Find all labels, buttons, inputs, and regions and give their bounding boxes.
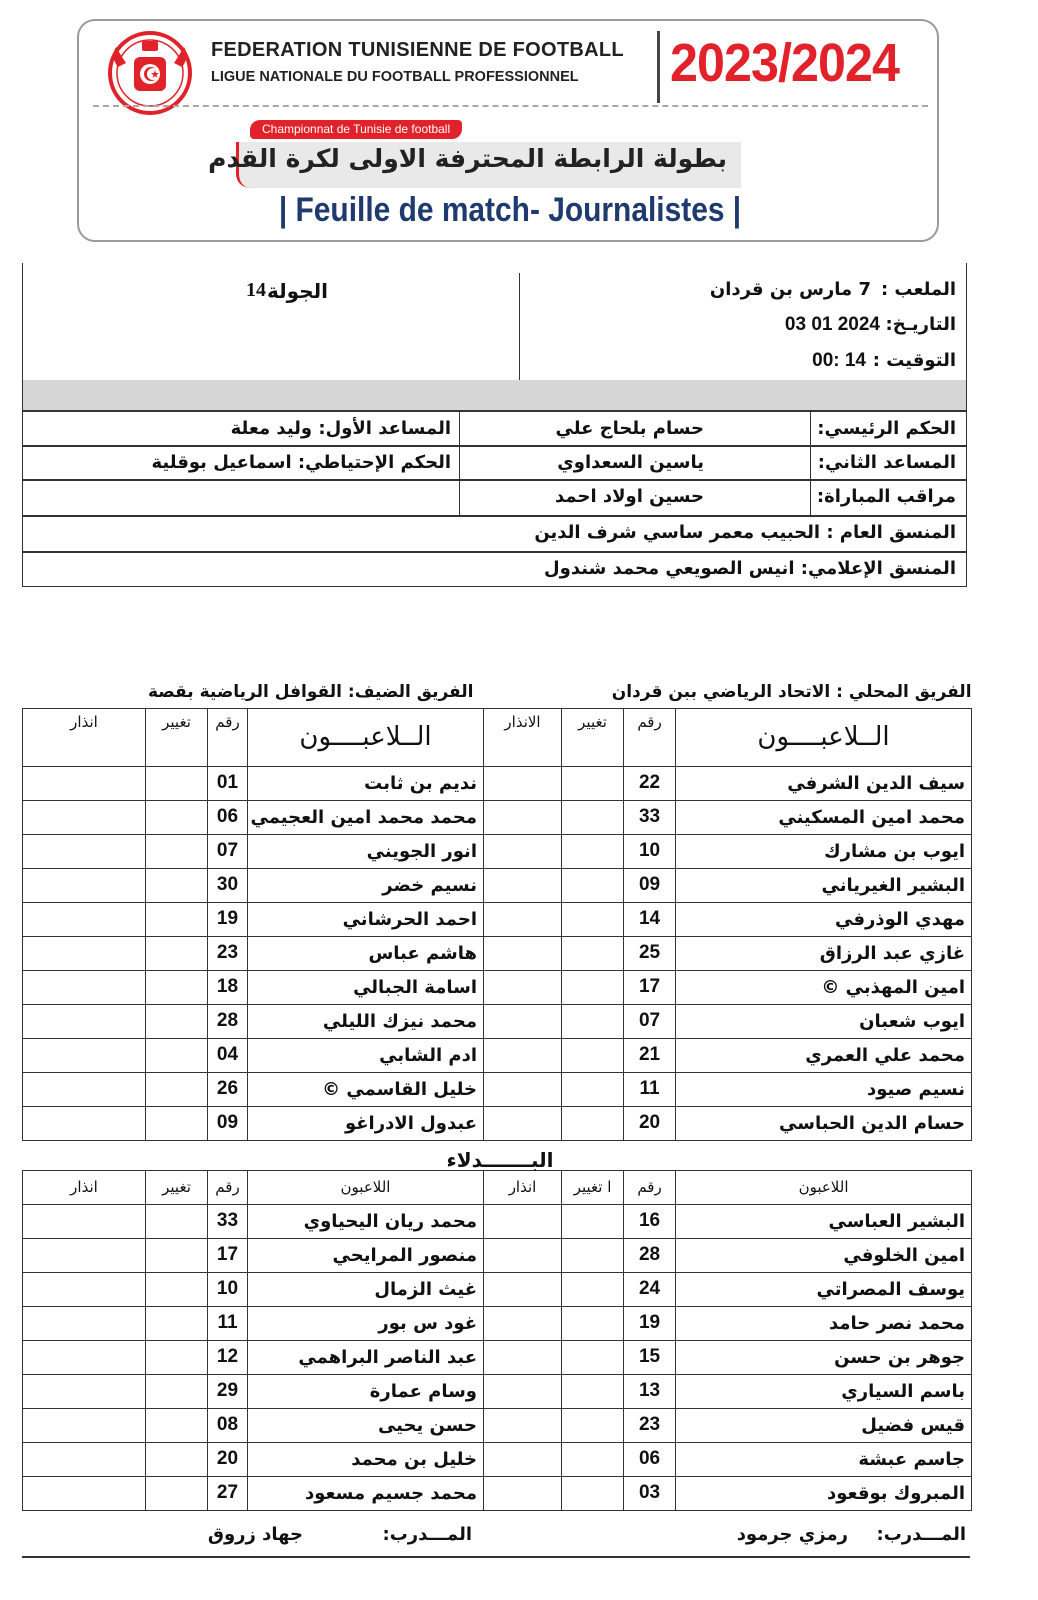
player-row xyxy=(23,1374,484,1408)
warning-cell xyxy=(23,1004,146,1038)
player-row xyxy=(484,1272,972,1306)
player-number: 30 xyxy=(208,868,248,902)
change-cell xyxy=(146,1204,208,1238)
player-row xyxy=(23,1204,484,1238)
change-cell xyxy=(562,902,624,936)
divider xyxy=(459,410,461,515)
player-number: 01 xyxy=(208,766,248,800)
warning-cell xyxy=(23,1272,146,1306)
player-name: خليل القاسمي © xyxy=(248,1072,484,1106)
player-row xyxy=(23,1038,484,1072)
change-cell xyxy=(146,970,208,1004)
warning-cell xyxy=(23,766,146,800)
player-row xyxy=(484,1238,972,1272)
change-cell xyxy=(562,1072,624,1106)
player-number: 06 xyxy=(208,800,248,834)
player-name: خليل بن محمد xyxy=(248,1442,484,1476)
player-row xyxy=(484,834,972,868)
player-row xyxy=(23,1306,484,1340)
away-team-table xyxy=(22,676,484,1511)
second-assistant-label: المساعد الثاني: xyxy=(817,452,956,473)
warning-cell xyxy=(484,1106,562,1140)
player-number: 11 xyxy=(208,1306,248,1340)
player-row xyxy=(484,1204,972,1238)
player-name: ايوب بن مشارك xyxy=(676,834,972,868)
change-cell xyxy=(562,1476,624,1510)
player-name: غيث الزمال xyxy=(248,1272,484,1306)
player-row xyxy=(23,1340,484,1374)
divider xyxy=(23,551,966,553)
player-number: 26 xyxy=(208,1072,248,1106)
player-name: نديم بن ثابت xyxy=(248,766,484,800)
player-name: عبدول الادراغو xyxy=(248,1106,484,1140)
change-cell xyxy=(562,868,624,902)
warning-cell xyxy=(484,1004,562,1038)
change-cell xyxy=(146,800,208,834)
player-number: 21 xyxy=(624,1038,676,1072)
warning-cell xyxy=(484,1408,562,1442)
change-cell xyxy=(146,868,208,902)
date-label: التاريـخ: xyxy=(885,314,956,335)
warning-cell xyxy=(484,970,562,1004)
header-card xyxy=(77,19,939,242)
date-value: 03 01 2024 xyxy=(784,314,880,335)
player-number: 07 xyxy=(624,1004,676,1038)
warning-cell xyxy=(484,1272,562,1306)
player-row xyxy=(484,902,972,936)
player-number: 17 xyxy=(624,970,676,1004)
home-subs-col-players: اللاعبون xyxy=(676,1170,972,1204)
player-name: نسيم صيود xyxy=(676,1072,972,1106)
player-name: غود س بور xyxy=(248,1306,484,1340)
player-number: 09 xyxy=(624,868,676,902)
player-name: حسن يحيى xyxy=(248,1408,484,1442)
player-name: جوهر بن حسن xyxy=(676,1340,972,1374)
first-assistant: المساعد الأول: وليد معلة xyxy=(230,418,451,439)
player-number: 06 xyxy=(624,1442,676,1476)
change-cell xyxy=(562,1340,624,1374)
warning-cell xyxy=(484,1340,562,1374)
player-number: 08 xyxy=(208,1408,248,1442)
divider xyxy=(23,479,966,481)
main-referee-label: الحكم الرئيسي: xyxy=(817,418,956,439)
home-col-warning: الانذار xyxy=(484,708,562,766)
away-coach-label: المـــدرب: xyxy=(382,1524,472,1545)
home-subs-col-warning: انذار xyxy=(484,1170,562,1204)
player-row xyxy=(23,868,484,902)
warning-cell xyxy=(23,1374,146,1408)
change-cell xyxy=(562,1106,624,1140)
player-name: احمد الحرشاني xyxy=(248,902,484,936)
warning-cell xyxy=(484,1306,562,1340)
player-row xyxy=(23,1272,484,1306)
warning-cell xyxy=(23,800,146,834)
warning-cell xyxy=(484,902,562,936)
general-coordinator: المنسق العام : الحبيب معمر ساسي شرف الدين xyxy=(534,522,956,543)
change-cell xyxy=(146,1038,208,1072)
change-cell xyxy=(146,1238,208,1272)
player-row xyxy=(23,1442,484,1476)
player-number: 10 xyxy=(208,1272,248,1306)
player-row xyxy=(484,1306,972,1340)
player-row xyxy=(484,1374,972,1408)
player-row xyxy=(484,1408,972,1442)
media-coordinator: المنسق الإعلامي: انيس الصويعي محمد شندول xyxy=(544,558,956,579)
player-name: محمد نيزك الليلي xyxy=(248,1004,484,1038)
player-number: 17 xyxy=(208,1238,248,1272)
away-coach: جهاد زروق xyxy=(207,1524,303,1545)
player-name: محمد ريان اليحياوي xyxy=(248,1204,484,1238)
player-row xyxy=(484,766,972,800)
change-cell xyxy=(146,834,208,868)
stadium-label: الملعب : xyxy=(880,279,956,300)
player-row xyxy=(484,1106,972,1140)
player-number: 11 xyxy=(624,1072,676,1106)
player-number: 28 xyxy=(624,1238,676,1272)
player-row xyxy=(484,1476,972,1510)
warning-cell xyxy=(484,1204,562,1238)
home-team-table xyxy=(483,676,972,1511)
away-col-change: تغيير xyxy=(146,708,208,766)
divider xyxy=(23,515,966,517)
player-name: حسام الدين الحباسي xyxy=(676,1106,972,1140)
away-team-title: الفريق الضيف: القوافل الرياضية بقصة xyxy=(148,681,474,702)
player-name: ايوب شعبان xyxy=(676,1004,972,1038)
player-row xyxy=(23,902,484,936)
change-cell xyxy=(562,1272,624,1306)
player-name: مهدي الوذرفي xyxy=(676,902,972,936)
change-cell xyxy=(562,766,624,800)
change-cell xyxy=(562,1442,624,1476)
player-number: 24 xyxy=(624,1272,676,1306)
document-title: | Feuille de match- Journalistes | xyxy=(278,191,742,229)
change-cell xyxy=(146,1476,208,1510)
divider xyxy=(23,410,966,412)
warning-cell xyxy=(484,1072,562,1106)
warning-cell xyxy=(23,1106,146,1140)
player-row xyxy=(23,1238,484,1272)
player-row xyxy=(23,1476,484,1510)
player-row xyxy=(484,868,972,902)
player-number: 29 xyxy=(208,1374,248,1408)
player-number: 25 xyxy=(624,936,676,970)
warning-cell xyxy=(484,1442,562,1476)
substitutes-title: البـــــــدلاء xyxy=(446,1148,554,1172)
player-number: 27 xyxy=(208,1476,248,1510)
home-col-change: تغيير xyxy=(562,708,624,766)
federation-name: FEDERATION TUNISIENNE DE FOOTBALL xyxy=(211,39,624,61)
home-subs-col-number: رقم xyxy=(624,1170,676,1204)
player-row xyxy=(23,936,484,970)
reserve-referee: الحكم الإحتياطي: اسماعيل بوقلية xyxy=(151,452,451,473)
player-name: امين الخلوفي xyxy=(676,1238,972,1272)
home-coach-label: المـــدرب: xyxy=(876,1524,966,1545)
warning-cell xyxy=(23,902,146,936)
player-number: 15 xyxy=(624,1340,676,1374)
change-cell xyxy=(562,1238,624,1272)
player-number: 04 xyxy=(208,1038,248,1072)
player-number: 19 xyxy=(208,902,248,936)
gray-band xyxy=(23,380,966,410)
home-team-title: الفريق المحلي : الاتحاد الرياضي ببن قردان xyxy=(611,681,972,702)
player-name: باسم السياري xyxy=(676,1374,972,1408)
warning-cell xyxy=(484,766,562,800)
change-cell xyxy=(562,1204,624,1238)
player-number: 33 xyxy=(624,800,676,834)
round-label: الجولة xyxy=(267,279,328,303)
player-row xyxy=(23,800,484,834)
player-name: البشير العباسي xyxy=(676,1204,972,1238)
change-cell xyxy=(146,1408,208,1442)
player-number: 19 xyxy=(624,1306,676,1340)
player-row xyxy=(23,1004,484,1038)
warning-cell xyxy=(484,1238,562,1272)
player-number: 03 xyxy=(624,1476,676,1510)
player-row xyxy=(23,970,484,1004)
player-name: اسامة الجبالي xyxy=(248,970,484,1004)
change-cell xyxy=(146,902,208,936)
player-row xyxy=(484,1072,972,1106)
warning-cell xyxy=(484,834,562,868)
warning-cell xyxy=(23,1408,146,1442)
player-name: منصور المرايحي xyxy=(248,1238,484,1272)
warning-cell xyxy=(23,1442,146,1476)
player-number: 18 xyxy=(208,970,248,1004)
change-cell xyxy=(146,1004,208,1038)
warning-cell xyxy=(484,1374,562,1408)
player-row xyxy=(484,1442,972,1476)
warning-cell xyxy=(23,1072,146,1106)
player-name: عبد الناصر البراهمي xyxy=(248,1340,484,1374)
player-name: سيف الدين الشرفي xyxy=(676,766,972,800)
time-label: التوقيت : xyxy=(872,350,956,371)
player-number: 20 xyxy=(208,1442,248,1476)
second-assistant: ياسين السعداوي xyxy=(557,452,704,473)
player-row xyxy=(23,1072,484,1106)
league-name: LIGUE NATIONALE DU FOOTBALL PROFESSIONNEL xyxy=(211,69,579,85)
time-value: 00: 14 xyxy=(812,350,866,371)
change-cell xyxy=(146,1106,208,1140)
warning-cell xyxy=(23,1238,146,1272)
warning-cell xyxy=(23,1038,146,1072)
warning-cell xyxy=(23,1306,146,1340)
change-cell xyxy=(146,1072,208,1106)
championship-title: بطولة الرابطة المحترفة الاولى لكرة القدم xyxy=(208,144,727,173)
away-subs-col-change: تغيير xyxy=(146,1170,208,1204)
header-divider xyxy=(657,31,660,103)
divider xyxy=(23,445,966,447)
warning-cell xyxy=(484,800,562,834)
warning-cell xyxy=(23,970,146,1004)
player-name: جاسم عبشة xyxy=(676,1442,972,1476)
change-cell xyxy=(146,1442,208,1476)
away-subs-col-number: رقم xyxy=(208,1170,248,1204)
round-value: 14 xyxy=(246,279,266,301)
change-cell xyxy=(562,1408,624,1442)
change-cell xyxy=(562,1004,624,1038)
player-row xyxy=(23,1408,484,1442)
championship-badge: Championnat de Tunisie de football xyxy=(250,120,462,139)
player-number: 10 xyxy=(624,834,676,868)
player-number: 22 xyxy=(624,766,676,800)
player-row xyxy=(23,1106,484,1140)
change-cell xyxy=(562,834,624,868)
player-row xyxy=(484,800,972,834)
player-row xyxy=(484,1038,972,1072)
change-cell xyxy=(146,1340,208,1374)
player-number: 16 xyxy=(624,1204,676,1238)
change-cell xyxy=(562,936,624,970)
away-col-number: رقم xyxy=(208,708,248,766)
player-row xyxy=(23,834,484,868)
player-number: 23 xyxy=(624,1408,676,1442)
player-name: نسيم خضر xyxy=(248,868,484,902)
away-subs-col-players: اللاعبون xyxy=(248,1170,484,1204)
player-name: وسام عمارة xyxy=(248,1374,484,1408)
player-row xyxy=(484,1340,972,1374)
main-referee: حسام بلحاج علي xyxy=(555,418,704,439)
away-col-players: الــلاعبــــون xyxy=(248,708,484,766)
warning-cell xyxy=(23,1340,146,1374)
change-cell xyxy=(146,1272,208,1306)
home-col-number: رقم xyxy=(624,708,676,766)
change-cell xyxy=(562,1374,624,1408)
match-observer-label: مراقب المباراة: xyxy=(816,486,956,507)
player-name: قيس فضيل xyxy=(676,1408,972,1442)
warning-cell xyxy=(484,868,562,902)
player-name: غازي عبد الرزاق xyxy=(676,936,972,970)
away-subs-col-warning: انذار xyxy=(23,1170,146,1204)
player-number: 12 xyxy=(208,1340,248,1374)
player-number: 28 xyxy=(208,1004,248,1038)
player-name: يوسف المصراتي xyxy=(676,1272,972,1306)
home-coach: رمزي جرمود xyxy=(736,1524,848,1545)
player-row xyxy=(23,766,484,800)
warning-cell xyxy=(484,1038,562,1072)
player-name: هاشم عباس xyxy=(248,936,484,970)
player-row xyxy=(484,1004,972,1038)
warning-cell xyxy=(484,936,562,970)
dashed-divider xyxy=(93,105,928,107)
warning-cell xyxy=(23,936,146,970)
change-cell xyxy=(146,1374,208,1408)
match-info-box xyxy=(22,263,967,587)
player-name: المبروك بوقعود xyxy=(676,1476,972,1510)
divider xyxy=(519,273,521,380)
warning-cell xyxy=(23,1476,146,1510)
change-cell xyxy=(562,800,624,834)
change-cell xyxy=(562,1306,624,1340)
player-number: 09 xyxy=(208,1106,248,1140)
player-name: محمد نصر حامد xyxy=(676,1306,972,1340)
bottom-rule xyxy=(22,1556,970,1558)
player-name: امين المهذبي © xyxy=(676,970,972,1004)
player-name: ادم الشابي xyxy=(248,1038,484,1072)
change-cell xyxy=(562,970,624,1004)
change-cell xyxy=(562,1038,624,1072)
player-name: انور الجويني xyxy=(248,834,484,868)
change-cell xyxy=(146,1306,208,1340)
player-name: محمد جسيم مسعود xyxy=(248,1476,484,1510)
season-label: 2023/2024 xyxy=(670,33,900,93)
divider xyxy=(810,410,812,515)
player-number: 33 xyxy=(208,1204,248,1238)
player-number: 20 xyxy=(624,1106,676,1140)
player-name: البشير الغيرياني xyxy=(676,868,972,902)
player-name: محمد محمد امين العجيمي xyxy=(248,800,484,834)
change-cell xyxy=(146,936,208,970)
match-observer: حسين اولاد احمد xyxy=(555,486,704,507)
player-name: محمد امين المسكيني xyxy=(676,800,972,834)
warning-cell xyxy=(23,1204,146,1238)
stadium-value: 7 مارس بن قردان xyxy=(709,279,871,300)
player-name: محمد علي العمري xyxy=(676,1038,972,1072)
player-number: 07 xyxy=(208,834,248,868)
home-col-players: الــلاعبــــون xyxy=(676,708,972,766)
warning-cell xyxy=(484,1476,562,1510)
player-row xyxy=(484,936,972,970)
player-number: 23 xyxy=(208,936,248,970)
warning-cell xyxy=(23,834,146,868)
change-cell xyxy=(146,766,208,800)
away-col-warning: انذار xyxy=(23,708,146,766)
warning-cell xyxy=(23,868,146,902)
home-subs-col-change: ا تغيير xyxy=(562,1170,624,1204)
player-number: 13 xyxy=(624,1374,676,1408)
player-number: 14 xyxy=(624,902,676,936)
player-row xyxy=(484,970,972,1004)
